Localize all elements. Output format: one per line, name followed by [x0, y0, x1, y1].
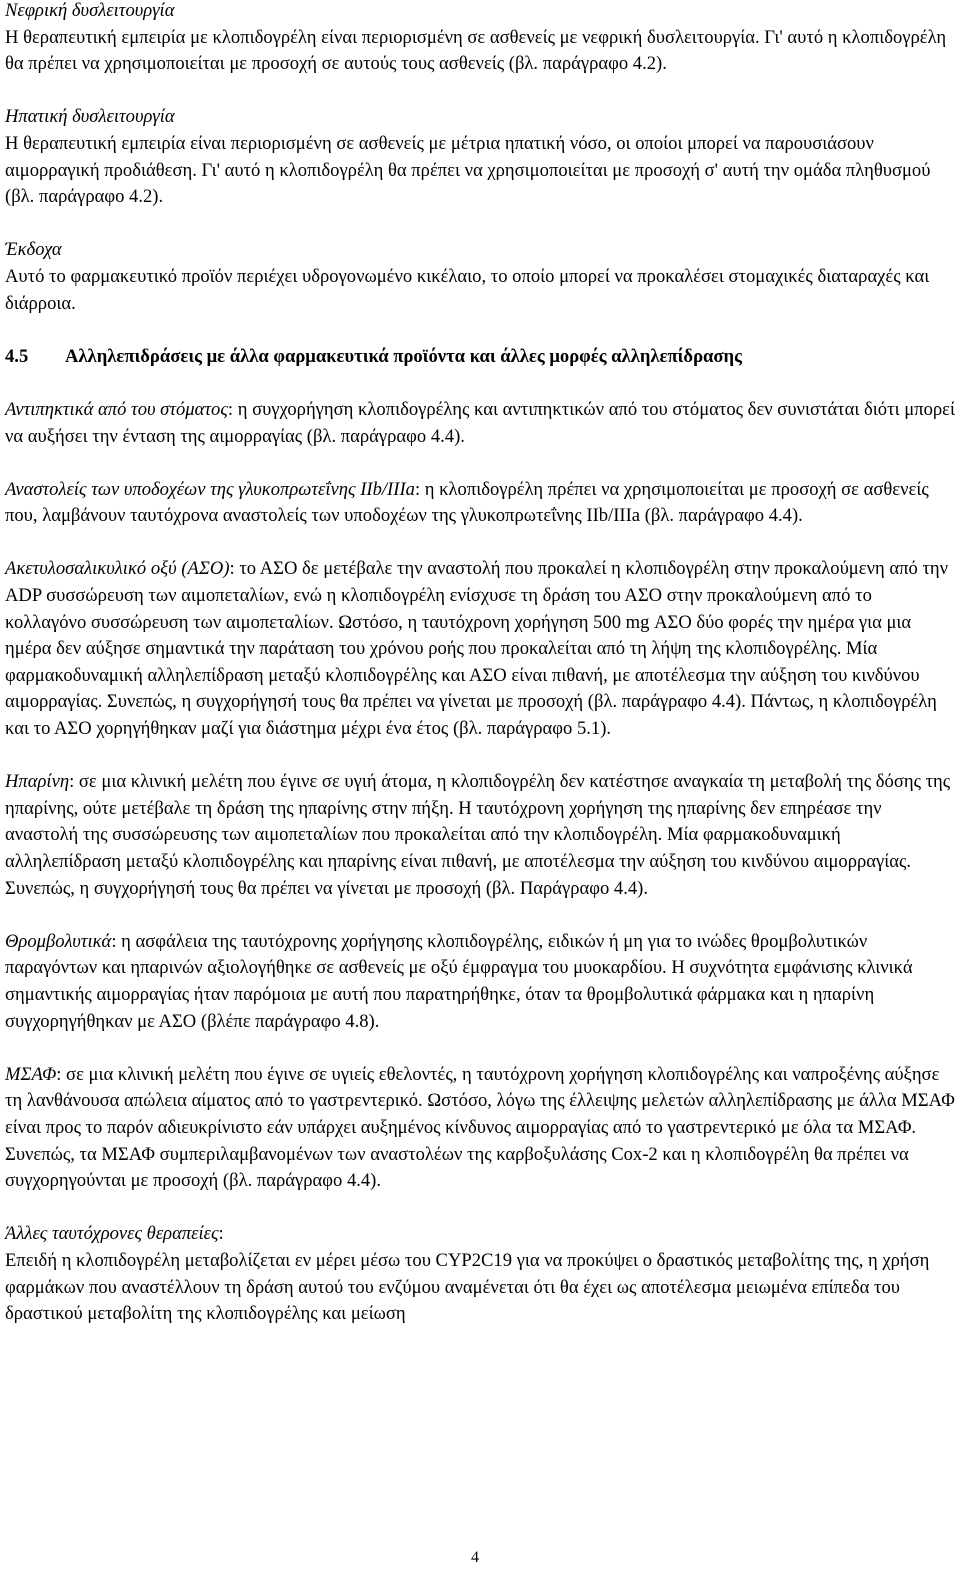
renal-impairment-section	[5, 0, 955, 78]
interaction-text: : η ασφάλεια της ταυτόχρονης χορήγησης κλοπιδογρέλης, ειδικών ή μη για το ινώδες θρομβολυτικών παραγόντων και ηπαρινών αξιολογήθηκε σε ασθενείς με οξύ έμφραγμα του μυοκαρδίου. Η συχνότητα εμφάνισης κλινικά σημαντικής αιμορραγίας ήταν παρόμοια με αυτή που παρατηρήθηκε, όταν τα θρομβολυτικά φάρμακα και η ηπαρίνη συγχορηγήθηκαν με ΑΣΟ (βλέπε παράγραφο 4.8).	[5, 930, 913, 1032]
renal-impairment-title: Νεφρική δυσλειτουργία	[5, 0, 175, 21]
interaction-text: : σε μια κλινική μελέτη που έγινε σε υγιή άτομα, η κλοπιδογρέλη δεν κατέστησε αναγκαία τη μεταβολή της δόσης της ηπαρίνης, ούτε μετέβαλε τη δράση της ηπαρίνης στην πήξη. Η ταυτόχρονη χορήγηση της ηπαρίνης δεν επηρέασε την αναστολή της συσσώρευσης των αιμοπεταλίων που προκαλείται από την κλοπιδογρέλη. Μία φαρμακοδυναμική αλληλεπίδραση μεταξύ κλοπιδογρέλης και ηπαρίνης είναι πιθανή, με αποτέλεσμα την αύξηση του κινδύνου αιμορραγίας. Συνεπώς, η συγχορήγησή τους θα πρέπει να γίνεται με προσοχή (βλ. Παράγραφο 4.4).	[5, 771, 951, 899]
interaction-heparin	[5, 769, 955, 902]
interaction-text: : σε μια κλινική μελέτη που έγινε σε υγιείς εθελοντές, η ταυτόχρονη χορήγηση κλοπιδογρέλης και ναπροξένης αύξησε τη λανθάνουσα απώλεια αίματος από το γαστρεντερικό. Ωστόσο, λόγω της έλλειψης μελετών αλληλεπίδρασης με άλλα ΜΣΑΦ είναι προς το παρόν αδιευκρίνιστο εάν υπάρχει αυξημένος κίνδυνος αιμορραγίας από το γαστρεντερικό με όλα τα ΜΣΑΦ. Συνεπώς, τα ΜΣΑΦ συμπεριλαμβανομένων των αναστολέων της καρβοξυλάσης Cox-2 και η κλοπιδογρέλη θα πρέπει να συγχορηγούνται με προσοχή (βλ. παράγραφο 4.4).	[5, 1063, 955, 1192]
interaction-label: Αντιπηκτικά από του στόματος	[5, 398, 228, 420]
interaction-asa	[5, 556, 955, 742]
excipients-title: Έκδοχα	[5, 239, 62, 261]
section-heading	[5, 344, 955, 371]
interaction-label: Ηπαρίνη	[5, 771, 70, 793]
renal-impairment-text: Η θεραπευτική εμπειρία με κλοπιδογρέλη είναι περιορισμένη σε ασθενείς με νεφρική δυσλειτουργία. Γι' αυτό η κλοπιδογρέλη θα πρέπει να χρησιμοποιείται με προσοχή σε αυτούς τους ασθενείς (βλ. παράγραφο 4.2).	[5, 26, 947, 75]
interaction-label: Αναστολείς των υποδοχέων της γλυκοπρωτεΐνης IIb/IIIa	[5, 478, 415, 500]
excipients-section	[5, 237, 955, 317]
excipients-text: Αυτό το φαρμακευτικό προϊόν περιέχει υδρογονωμένο κικέλαιο, το οποίο μπορεί να προκαλέσει στομαχικές διαταραχές και διάρροια.	[5, 265, 930, 314]
hepatic-impairment-section	[5, 104, 955, 210]
other-concomitant-therapies	[5, 1221, 955, 1327]
interaction-oral-anticoagulants	[5, 397, 955, 450]
interaction-gp-iib-iiia	[5, 477, 955, 530]
other-therapies-label: Άλλες ταυτόχρονες θεραπείες	[5, 1223, 219, 1245]
section-number: 4.5	[5, 345, 29, 367]
document-page	[5, 0, 955, 1354]
interaction-text: : το ΑΣΟ δε μετέβαλε την αναστολή που προκαλεί η κλοπιδογρέλη στην προκαλούμενη από την ADP συσσώρευση των αιμοπεταλίων, ενώ η κλοπιδογρέλη ενίσχυσε τη δράση του ΑΣΟ στην προκαλούμενη από το κολλαγόνο συσσώρευση των αιμοπεταλίων. Ωστόσο, η ταυτόχρονη χορήγηση 500 mg ΑΣΟ δύο φορές την ημέρα για μια ημέρα δεν αύξησε σημαντικά την παράταση του χρόνου ροής που προκαλείται από τη λήψη της κλοπιδογρέλης. Μία φαρμακοδυναμική αλληλεπίδραση μεταξύ κλοπιδογρέλης και ΑΣΟ είναι πιθανή, με αποτέλεσμα την αύξηση του κινδύνου αιμορραγίας. Συνεπώς, η συγχορήγησή τους θα πρέπει να γίνεται με προσοχή (βλ. παράγραφο 4.4). Πάντως, η κλοπιδογρέλη και το ΑΣΟ χορηγήθηκαν μαζί για διάστημα μέχρι ένα έτος (βλ. παράγραφο 5.1).	[5, 558, 949, 740]
hepatic-impairment-title: Ηπατική δυσλειτουργία	[5, 106, 175, 128]
interaction-nsaids	[5, 1062, 955, 1195]
other-therapies-colon: :	[218, 1223, 224, 1245]
interaction-label: Ακετυλοσαλικυλικό οξύ (ΑΣΟ)	[5, 558, 230, 580]
hepatic-impairment-text: Η θεραπευτική εμπειρία είναι περιορισμένη σε ασθενείς με μέτρια ηπατική νόσο, οι οποίοι μπορεί να παρουσιάσουν αιμορραγική προδιάθεση. Γι' αυτό η κλοπιδογρέλη θα πρέπει να χρησιμοποιείται με προσοχή σ' αυτή την ομάδα πληθυσμού (βλ. παράγραφο 4.2).	[5, 132, 931, 208]
interaction-label: Θρομβολυτικά	[5, 930, 112, 952]
section-title: Αλληλεπιδράσεις με άλλα φαρμακευτικά προϊόντα και άλλες μορφές αλληλεπίδρασης	[65, 345, 742, 367]
interaction-thrombolytics	[5, 929, 955, 1035]
page-number: 4	[471, 1549, 479, 1566]
interaction-text: : η κλοπιδογρέλη πρέπει να χρησιμοποιείται με προσοχή σε ασθενείς που, λαμβάνουν ταυτόχρονα αναστολείς των υποδοχέων της γλυκοπρωτεΐνης IIb/IIIa (βλ. παράγραφο 4.4).	[5, 478, 929, 527]
interaction-text: : η συγχορήγηση κλοπιδογρέλης και αντιπηκτικών από του στόματος δεν συνιστάται διότι μπορεί να αυξήσει την ένταση της αιμορραγίας (βλ. παράγραφο 4.4).	[5, 398, 955, 447]
interaction-label: ΜΣΑΦ	[5, 1063, 57, 1085]
other-therapies-text: Επειδή η κλοπιδογρέλη μεταβολίζεται εν μέρει μέσω του CYP2C19 για να προκύψει ο δραστικός μεταβολίτης της, η χρήση φαρμάκων που αναστέλλουν τη δράση αυτού του ενζύμου αναμένεται ότι θα έχει ως αποτέλεσμα μειωμένα επίπεδα του δραστικού μεταβολίτη της κλοπιδογρέλης και μείωση	[5, 1249, 930, 1325]
